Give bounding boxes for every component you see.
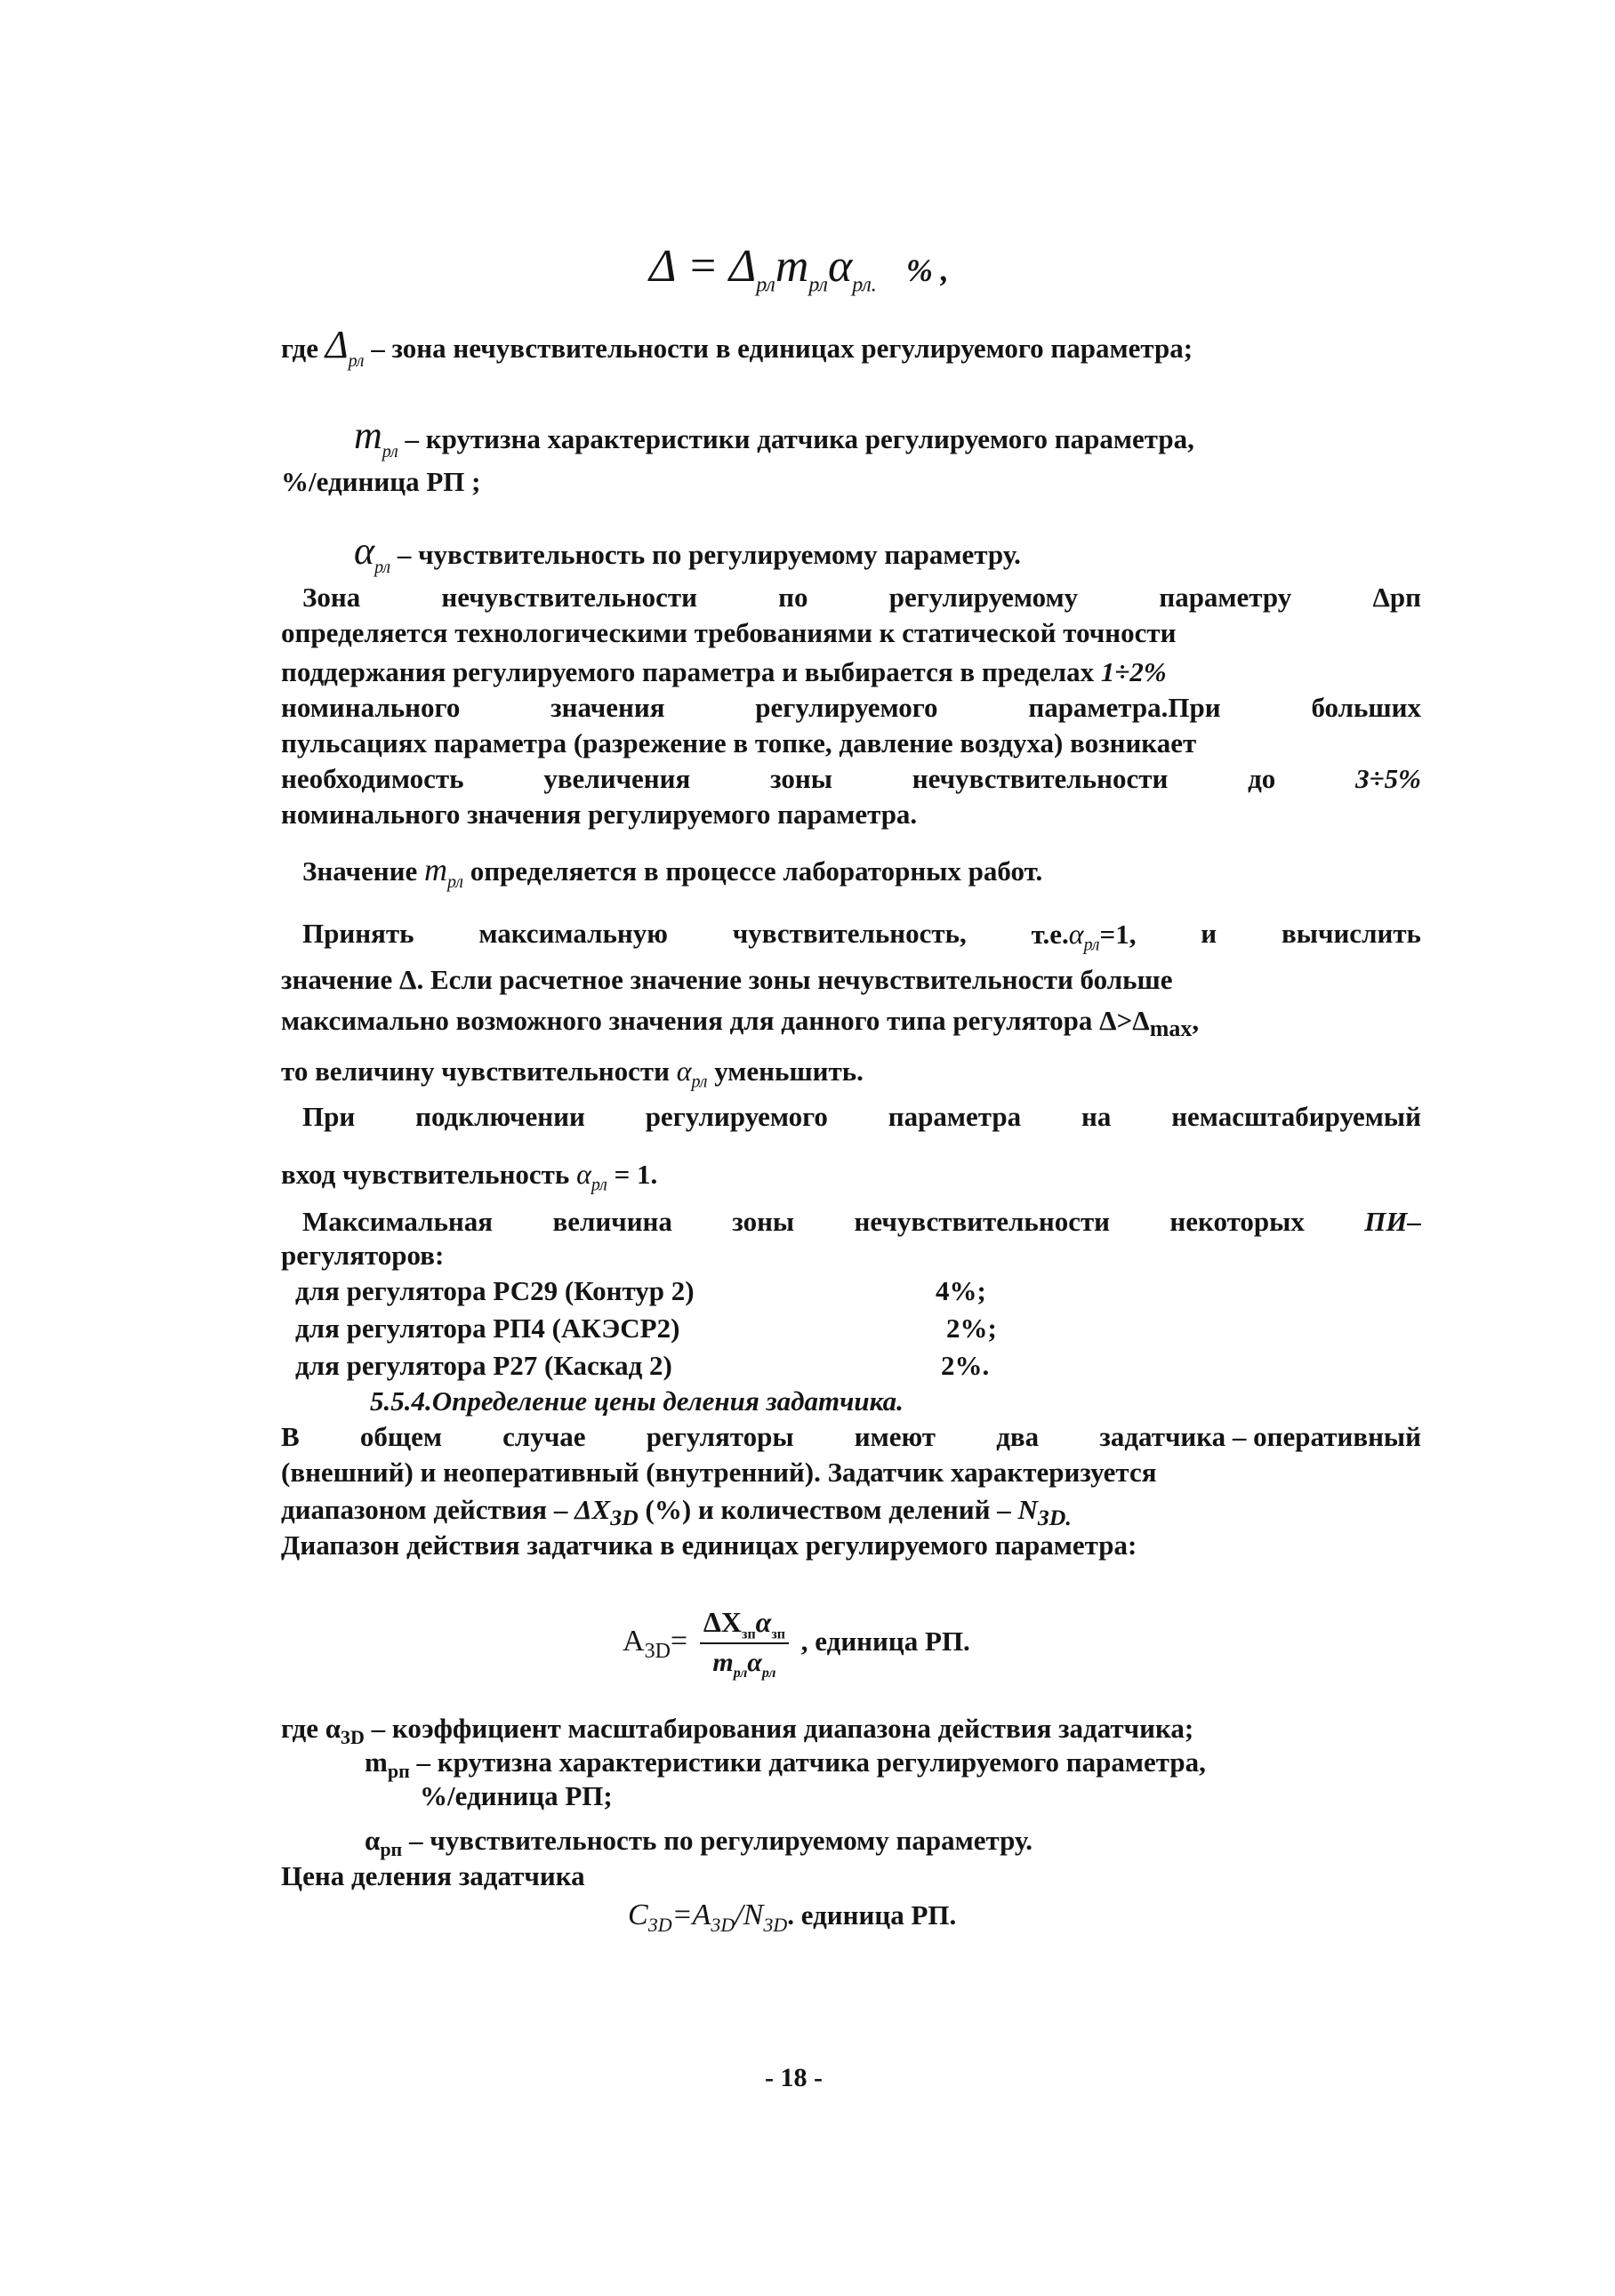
para-max-line-3: максимально возможного значения для данного типа регулятора $\Delta>\Delta_{max}$, [281,1005,1200,1042]
formula-sub: рл. [852,273,877,297]
formula-delta [649,240,949,297]
para-dead-line-2: регуляторов: [281,1240,445,1271]
para-zone-line-2: определяется технологическими требованиями к статической точности [281,617,1177,648]
definition-alpha-3d: где $\alpha_{3D}$ – коэффициент масштабирования диапазона действия задатчика; [281,1713,1194,1749]
regulator-value: 2%. [941,1350,990,1381]
formula-lhs: Δ = [649,241,719,292]
regulator-value: 2%; [946,1313,997,1344]
formula-sub: рл [756,273,775,297]
definition-alpha-rp: $\alpha_{рп}$ – чувствительность по регулируемому параметру. [365,1825,1033,1861]
regulator-name: для регулятора РП4 (АКЭСР2) [295,1313,680,1344]
def-symbol: $\Delta_{рл}$ [325,323,365,371]
para-m: Значение $m_{рл}$ определяется в процессе лабораторных работ. [302,852,1043,893]
para-setter-line-1: В общем случае регуляторы имеют два задатчика – оперативный [281,1421,1421,1452]
para-max-line-1: Принять максимальную чувствительность, $т.е.\alpha_{рл}=1$, и вычислить [302,918,1421,955]
price-label: Цена деления задатчика [281,1860,585,1891]
section-heading: 5.5.4.Определение цены деления задатчика. [370,1385,904,1417]
def-text: – чувствительность по регулируемому параметру. [397,539,1021,570]
fraction: $\frac{\Delta X_{зп}\alpha_{зп}}{m_{рл}\alpha_{рл}}$ [700,1606,789,1682]
definition-delta [281,323,1193,379]
para-conn-line-1: При подключении регулируемого параметра на немасштабируемый [302,1101,1421,1132]
formula-c3d: $C_{3D}=A_{3D}/N_{3D}$. единица РП. [628,1899,957,1936]
formula-unit: % , [905,253,949,288]
para-setter-line-3: диапазоном действия – $\Delta X_{3D}$ (%) и количеством делений – $N_{3D.}$ [281,1494,1072,1531]
para-setter-line-2: (внешний) и неоперативный (внутренний). Задатчик характеризуется [281,1457,1157,1488]
formula-term: m [775,241,809,292]
para-max-line-2: значение Δ. Если расчетное значение зоны нечувствительности больше [281,964,1173,995]
def-symbol: $m_{рл}$ [354,413,398,462]
formula-a3d: $A_{3D}=$ $\frac{\Delta X_{зп}\alpha_{зп}}{m_{рл}\alpha_{рл}}$ , единица РП. [623,1606,970,1682]
page-number: - 18 - [765,2063,823,2092]
regulator-name: для регулятора РС29 (Контур 2) [295,1275,695,1306]
para-conn-line-2: вход чувствительность $\alpha_{рл} = 1$. [281,1158,658,1195]
para-dead-line-1: Максимальная величина зоны нечувствительности некоторых ПИ– [302,1206,1421,1237]
para-zone-line-5: пульсациях параметра (разрежение в топке, давление воздуха) возникает [281,727,1197,759]
definition-m-rp-unit: %/единица РП; [420,1780,613,1811]
para-setter-line-4: Диапазон действия задатчика в единицах регулируемого параметра: [281,1529,1137,1561]
definition-m [354,413,1194,470]
def-symbol: $\alpha_{рл}$ [354,529,391,577]
def-text: – крутизна характеристики датчика регулируемого параметра, [405,423,1194,454]
definition-m-unit: %/единица РП ; [281,466,481,497]
def-prefix: где [281,333,318,364]
regulator-value: 4%; [936,1275,986,1306]
para-zone-line-6: необходимость увеличения зоны нечувствительности до 3÷5% [281,763,1421,794]
formula-term: Δ [728,241,757,292]
para-zone-line-7: номинального значения регулируемого параметра. [281,799,918,830]
formula-term: α [827,241,853,292]
regulator-name: для регулятора Р27 (Каскад 2) [295,1350,672,1381]
para-zone-line-4: номинального значения регулируемого параметра.При больших [281,692,1421,723]
definition-m-rp: $m_{рп}$ – крутизна характеристики датчика регулируемого параметра, [365,1746,1206,1783]
para-zone-line-3: поддержания регулируемого параметра и выбирается в пределах 1÷2% [281,656,1167,687]
definition-alpha [354,529,1021,585]
formula-sub: рл [808,273,828,297]
para-zone-line-1: Зона нечувствительности по регулируемому параметру Δрп [302,582,1421,613]
para-max-line-4: то величину чувствительности $\alpha_{рл}$ уменьшить. [281,1055,864,1092]
def-text: – зона нечувствительности в единицах регулируемого параметра; [371,333,1193,364]
